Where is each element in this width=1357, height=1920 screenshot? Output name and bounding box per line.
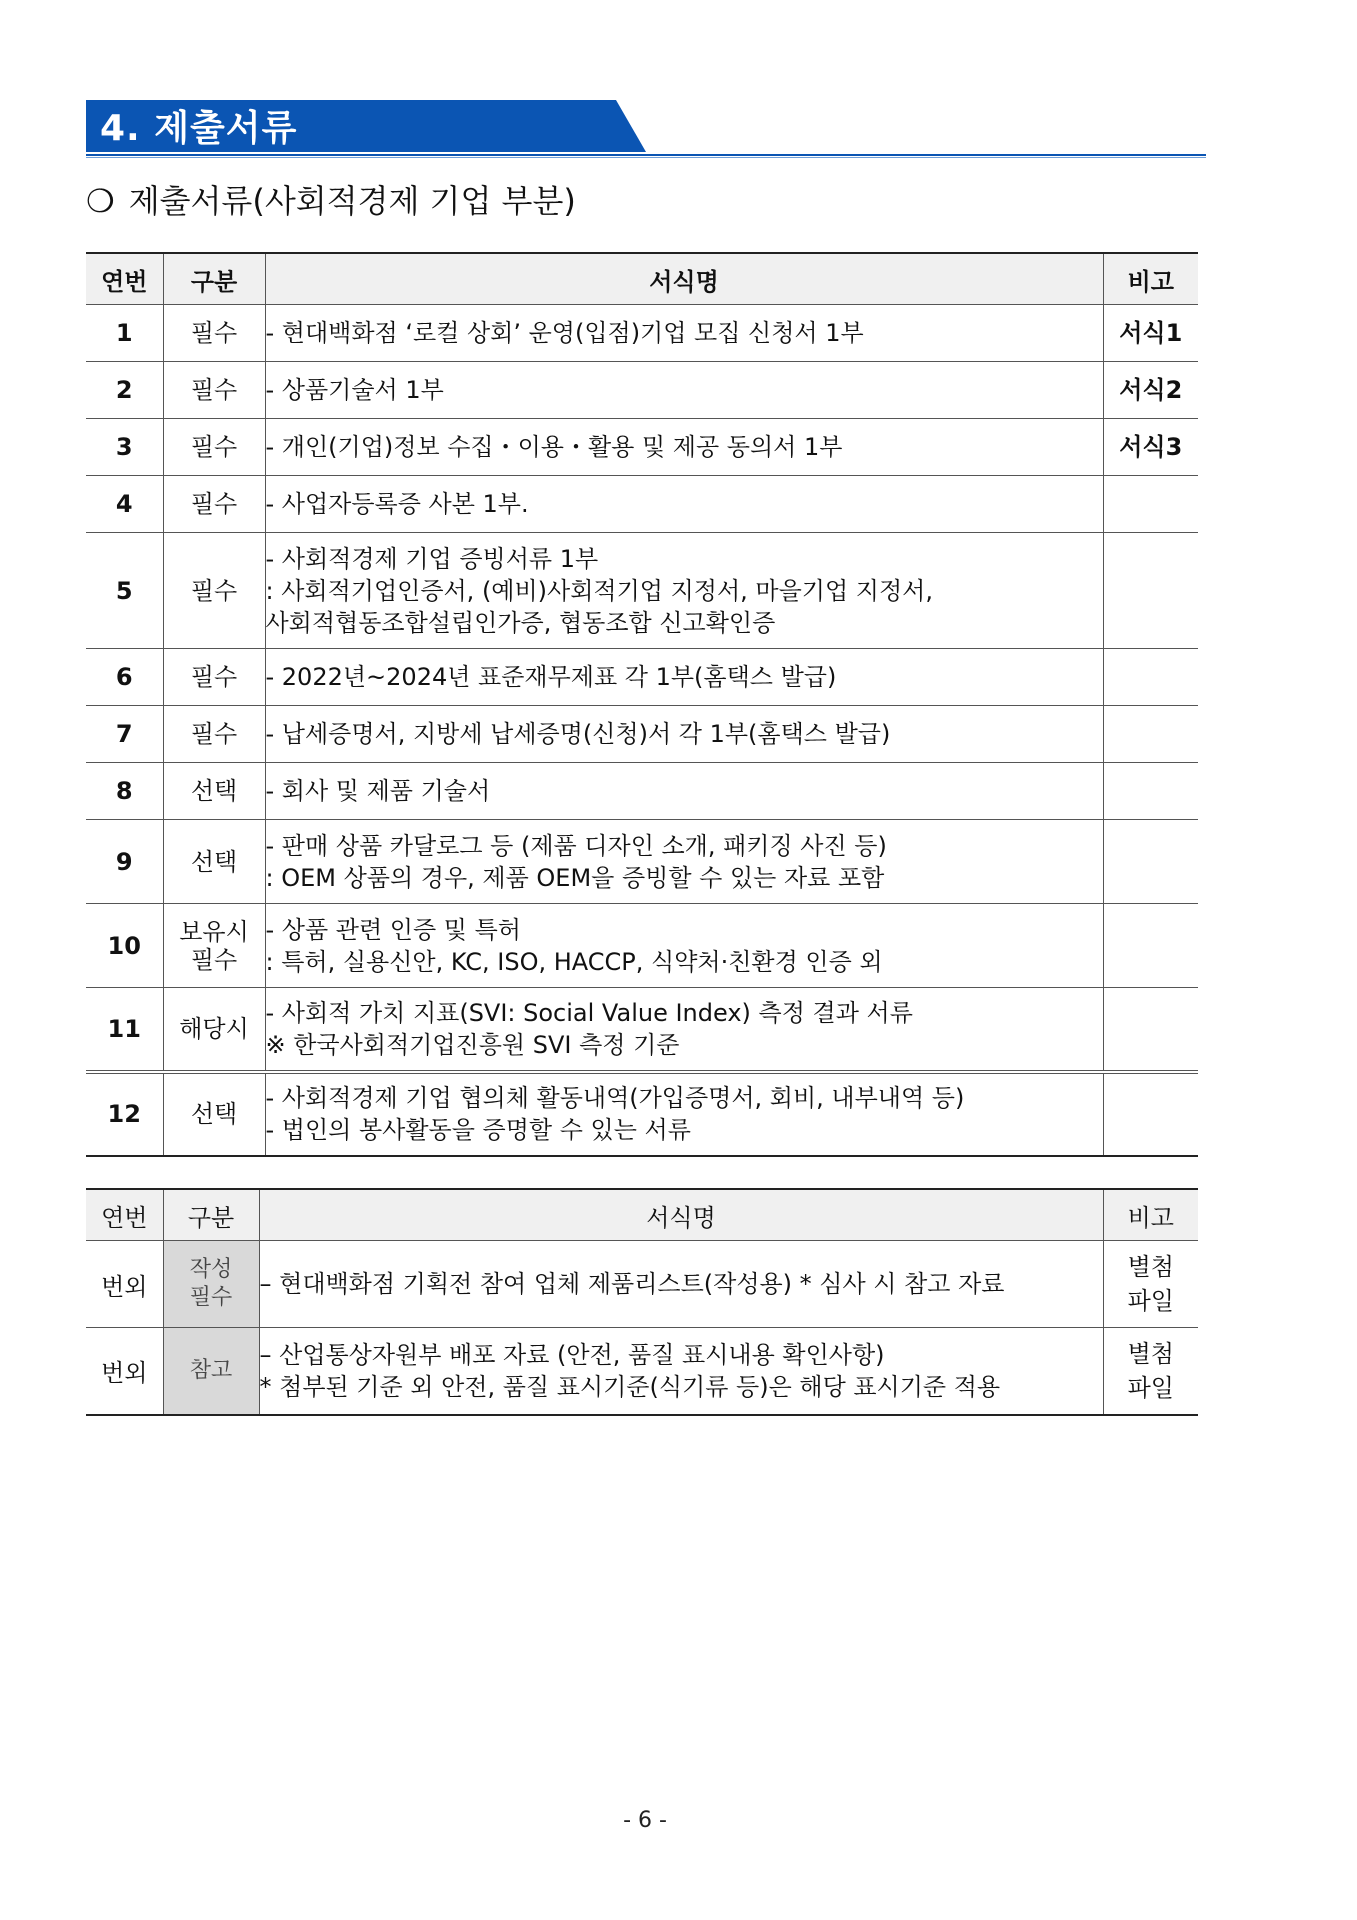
row-number: 8 [86,763,163,820]
note-line: 파일 [1127,1373,1174,1402]
row-document [265,706,1103,763]
document-line: - 개인(기업)정보 수집・이용・활용 및 제공 동의서 1부 [265,433,843,461]
row-document [265,533,1103,649]
row-number: 10 [86,904,163,988]
document-line: - 현대백화점 ‘로컬 상회’ 운영(입점)기업 모집 신청서 1부 [265,319,864,347]
note-line: 서식2 [1119,376,1183,404]
category-line: 필수 [190,576,238,605]
row-number: 번외 [86,1241,163,1328]
page-number: - 6 - [623,1808,667,1833]
document-line: - 회사 및 제품 기술서 [265,777,491,805]
table-row [86,988,1198,1072]
extra-documents-table [86,1188,1198,1416]
row-category [163,362,265,419]
category-line: 작성 [189,1257,233,1282]
document-line: - 사회적경제 기업 증빙서류 1부 [265,544,599,573]
row-category [163,763,265,820]
category-line: 필수 [190,433,238,461]
header-document: 서식명 [259,1189,1103,1241]
row-note [1103,533,1198,649]
row-document [259,1241,1103,1328]
category-line: 필수 [190,376,238,404]
category-line: 선택 [190,1100,238,1128]
row-category [163,1241,259,1328]
table-row [86,1072,1198,1156]
category-line: 선택 [190,777,238,805]
category-line: 필수 [189,1285,233,1310]
row-category [163,649,265,706]
table-row [86,820,1198,904]
document-line: : OEM 상품의 경우, 제품 OEM을 증빙할 수 있는 자료 포함 [265,863,885,892]
table-row [86,904,1198,988]
section-title: 4. 제출서류 [100,108,298,149]
row-document [265,476,1103,533]
row-note [1103,1328,1198,1415]
row-document [265,820,1103,904]
row-category [163,476,265,533]
row-document [265,419,1103,476]
document-line: - 상품 관련 인증 및 특허 [265,915,521,944]
row-note [1103,763,1198,820]
document-line: - 납세증명서, 지방세 납세증명(신청)서 각 1부(홈택스 발급) [265,720,891,748]
row-document [259,1328,1103,1415]
row-category [163,904,265,988]
document-line: - 상품기술서 1부 [265,376,444,404]
row-note [1103,1241,1198,1328]
row-note [1103,904,1198,988]
table-row [86,533,1198,649]
document-line: - 판매 상품 카달로그 등 (제품 디자인 소개, 패키징 사진 등) [265,831,887,860]
row-document [265,988,1103,1072]
category-line: 필수 [190,720,238,748]
document-line: : 특허, 실용신안, KC, ISO, HACCP, 식약처·친환경 인증 외 [265,947,883,976]
table-row [86,763,1198,820]
category-line: 해당시 [179,1014,249,1043]
header-category: 구분 [163,253,265,305]
row-note [1103,476,1198,533]
table-header-row [86,253,1198,305]
row-document [265,305,1103,362]
table-row [86,649,1198,706]
row-category [163,1072,265,1156]
required-documents-table [86,252,1198,1157]
row-number: 9 [86,820,163,904]
category-line: 필수 [190,945,238,974]
category-line: 필수 [190,663,238,691]
row-note [1103,820,1198,904]
row-note [1103,649,1198,706]
document-line: - 2022년~2024년 표준재무제표 각 1부(홈택스 발급) [265,663,837,691]
row-number: 1 [86,305,163,362]
row-number: 2 [86,362,163,419]
row-number: 6 [86,649,163,706]
document-line: – 산업통상자원부 배포 자료 (안전, 품질 표시내용 확인사항) [259,1340,885,1369]
subtitle-text: 제출서류(사회적경제 기업 부분) [128,182,576,220]
document-line: : 사회적기업인증서, (예비)사회적기업 지정서, 마을기업 지정서, [265,576,933,605]
row-document [265,763,1103,820]
note-line: 별첨 [1127,1339,1174,1368]
section-header [86,100,1206,160]
table-header-row [86,1189,1198,1241]
note-line: 별첨 [1127,1253,1174,1281]
table-row [86,419,1198,476]
note-line: 서식3 [1119,433,1183,461]
row-category [163,820,265,904]
category-line: 참고 [189,1357,233,1383]
row-number: 12 [86,1072,163,1156]
row-number: 4 [86,476,163,533]
table-row [86,476,1198,533]
circle-bullet-icon: ❍ [86,182,115,220]
document-line: ※ 한국사회적기업진흥원 SVI 측정 기준 [265,1030,680,1059]
header-no: 연번 [86,253,163,305]
header-note: 비고 [1103,1189,1198,1241]
document-line: * 첨부된 기준 외 안전, 품질 표시기준(식기류 등)은 해당 표시기준 적용 [259,1372,1001,1401]
table-row [86,1241,1198,1328]
category-line: 보유시 [179,917,249,946]
header-note: 비고 [1103,253,1198,305]
row-note [1103,305,1198,362]
category-line: 필수 [190,490,238,518]
table-row [86,1328,1198,1415]
table-row [86,362,1198,419]
row-category [163,305,265,362]
document-line: - 사업자등록증 사본 1부. [265,490,529,518]
category-line: 선택 [190,847,238,876]
row-category [163,706,265,763]
row-number: 번외 [86,1328,163,1415]
table-row [86,706,1198,763]
subtitle [86,178,576,224]
document-line: - 법인의 봉사활동을 증명할 수 있는 서류 [265,1116,691,1144]
document-line: – 현대백화점 기획전 참여 업체 제품리스트(작성용) * 심사 시 참고 자료 [259,1270,1005,1298]
row-category [163,419,265,476]
row-note [1103,706,1198,763]
row-category [163,533,265,649]
table-row [86,305,1198,362]
row-document [265,1072,1103,1156]
header-document: 서식명 [265,253,1103,305]
row-document [265,904,1103,988]
row-document [265,649,1103,706]
row-category [163,1328,259,1415]
row-document [265,362,1103,419]
row-number: 7 [86,706,163,763]
row-note [1103,362,1198,419]
row-number: 5 [86,533,163,649]
document-line: 사회적협동조합설립인가증, 협동조합 신고확인증 [265,608,776,637]
row-note [1103,988,1198,1072]
row-category [163,988,265,1072]
row-note [1103,419,1198,476]
row-note [1103,1072,1198,1156]
row-number: 3 [86,419,163,476]
category-line: 필수 [190,319,238,347]
header-category: 구분 [163,1189,259,1241]
row-number: 11 [86,988,163,1072]
note-line: 파일 [1127,1287,1174,1315]
header-no: 연번 [86,1189,163,1241]
document-line: - 사회적 가치 지표(SVI: Social Value Index) 측정 결과 서류 [265,998,913,1027]
document-line: - 사회적경제 기업 협의체 활동내역(가입증명서, 회비, 내부내역 등) [265,1084,965,1112]
note-line: 서식1 [1119,319,1183,347]
